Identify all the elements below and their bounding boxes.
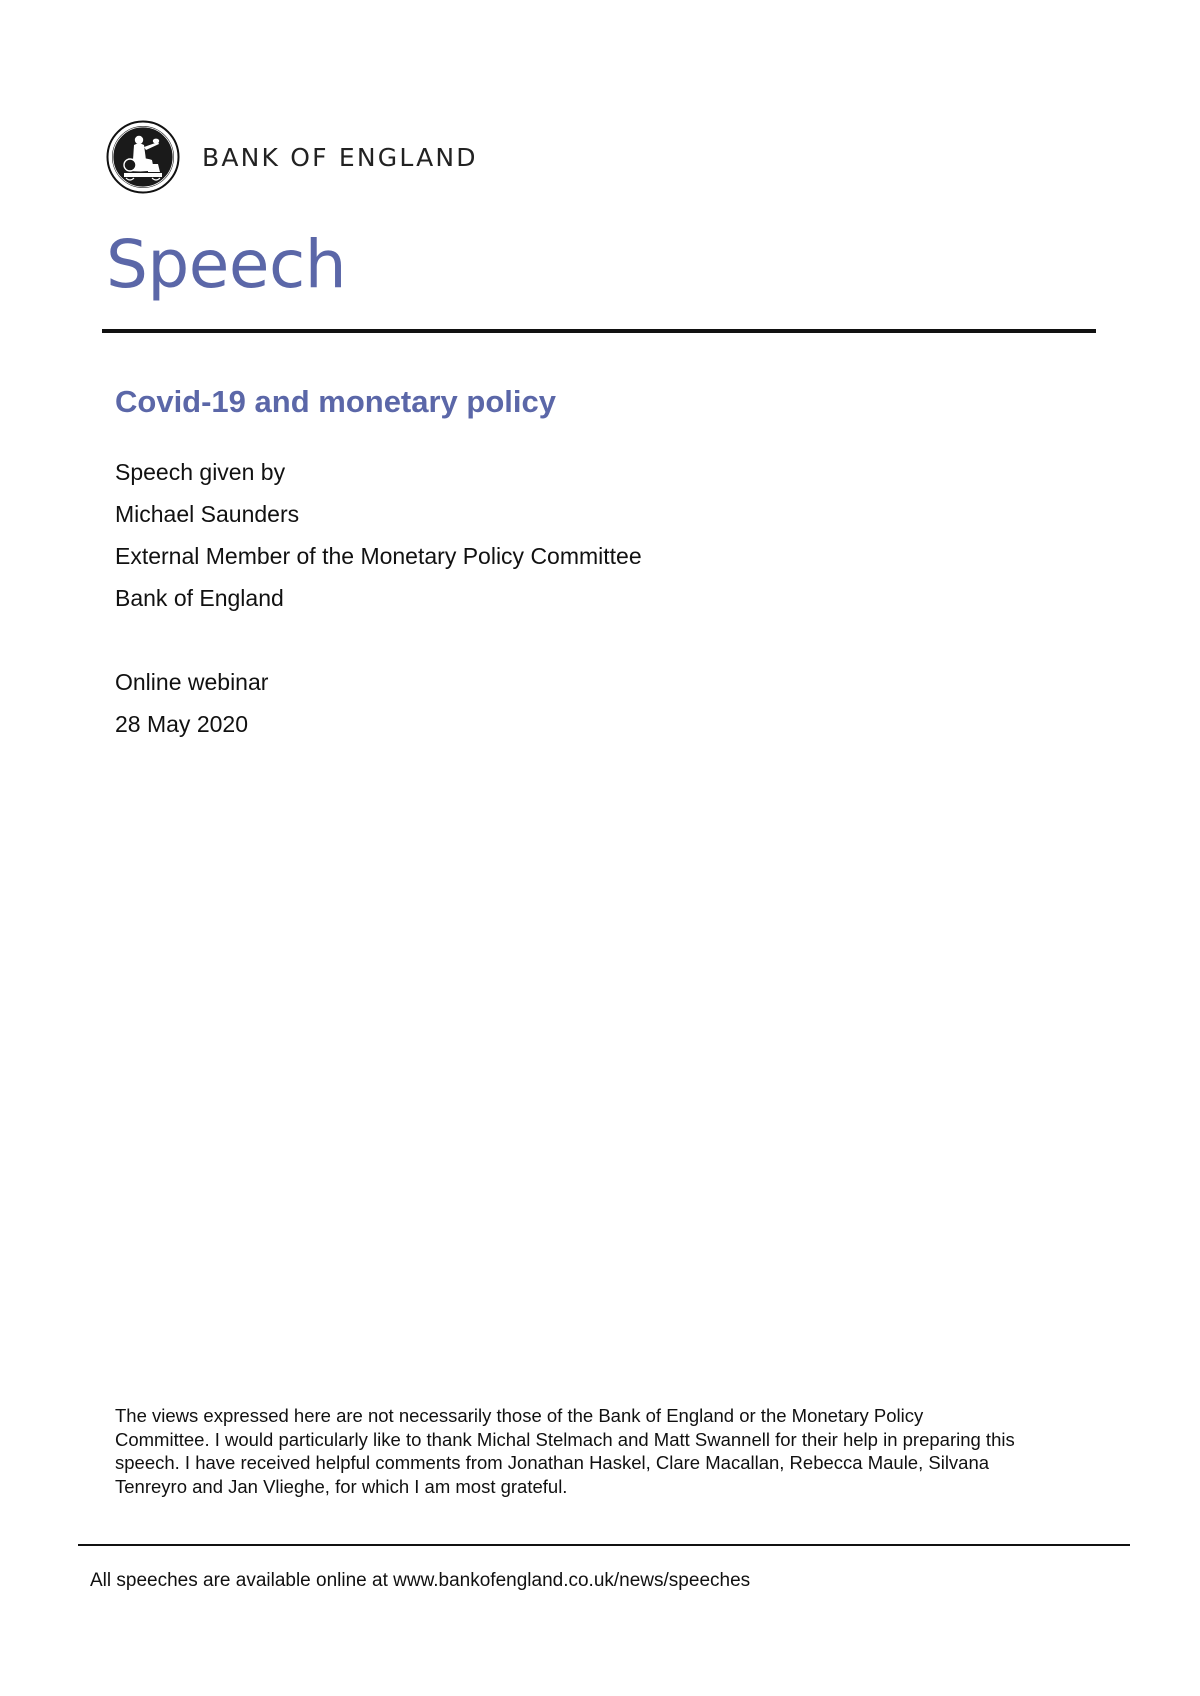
britannia-seal-icon <box>106 120 180 194</box>
given-by-label: Speech given by <box>115 459 286 485</box>
disclaimer-text: The views expressed here are not necessarily those of the Bank of England or the Monetary Policy Committee. I would particularly like to thank Michal Stelmach and Matt Swannell for their help in preparing this speech. I have received helpful comments from Jonathan Haskel, Clare Macallan, Rebecca Maule, Silvana Tenreyro and Jan Vlieghe, for which I am most grateful. <box>115 1405 1015 1497</box>
footer-note: All speeches are available online at www.bankofengland.co.uk/news/speeches <box>90 1570 751 1591</box>
speaker-name: Michael Saunders <box>115 501 300 527</box>
details-spacer <box>115 619 642 661</box>
speech-title: Covid-19 and monetary policy <box>115 384 556 419</box>
document-type-heading: Speech <box>106 226 347 303</box>
speaker-organisation: Bank of England <box>115 585 284 611</box>
header-divider <box>102 329 1096 333</box>
speaker-role: External Member of the Monetary Policy Committee <box>115 543 642 569</box>
speech-date: 28 May 2020 <box>115 711 248 737</box>
speech-details <box>115 451 642 745</box>
footer-divider <box>78 1544 1130 1546</box>
venue: Online webinar <box>115 669 269 695</box>
org-name: BANK OF ENGLAND <box>202 142 478 172</box>
logo-lockup <box>106 120 478 194</box>
